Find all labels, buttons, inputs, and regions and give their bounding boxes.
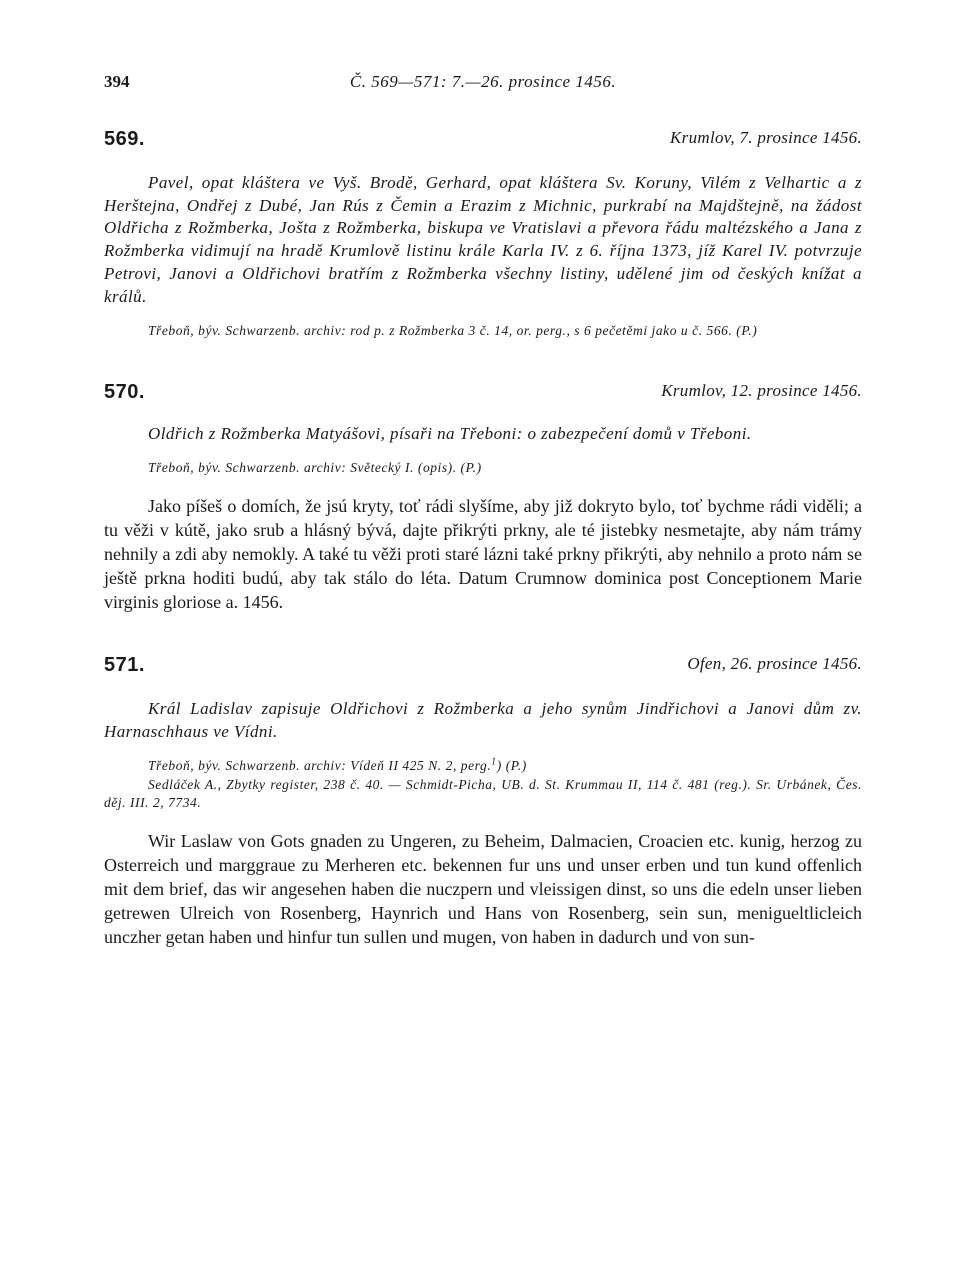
entry-text: Wir Laslaw von Gots gnaden zu Ungeren, zu Beheim, Dalmacien, Croacien etc. kunig, herzog zu Osterreich und marggraue zu Merheren etc. bekennen fur uns und unser erben und tun kund offenlich mit dem brief, das wir angesehen haben die nuczpern und vleissigen dinst, so uns die edeln unser lieben getrewen Ulreich von Rosenberg, Haynrich und Hans von Rosenberg, sein sun, menigueltlicleich unczher getan haben und hinfur tun sullen und mugen, von haben in dadurch und von sun- (104, 830, 862, 947)
entry-header (104, 128, 862, 156)
entry-regest: Oldřich z Rožmberka Matyášovi, písaři na Třeboni: o zabezpečení domů v Třeboni. (148, 423, 752, 443)
entry-source: Třeboň, býv. Schwarzenb. archiv: rod p. z Rožmberka 3 č. 14, or. perg., s 6 pečetěmi jako u č. 566. (P.) (148, 323, 758, 339)
entry-number: 571. (104, 653, 145, 676)
entry-regest: Král Ladislav zapisuje Oldřichovi z Rožmberka a jeho synům Jindřichovi a Janovi dům zv. Harnaschhaus ve Vídni. (104, 698, 862, 741)
entry-regest: Pavel, opat kláštera ve Vyš. Brodě, Gerhard, opat kláštera Sv. Koruny, Vilém z Velhartic a z Herštejna, Ondřej z Dubé, Jan Rús z Čemin a Erazim z Michnic, purkrabí na Majdštejně, na žádost Oldřicha z Rožmberka, Jošta z Rožmberka, biskupa ve Vratislavi a převora řádu maltézského a Jana z Rožmberka vidimují na hradě Krumlově listinu krále Karla IV. z 6. října 1373, jíž Karel IV. potvrzuje Petrovi, Janovi a Oldřichovi bratřím z Rožmberka všechny listiny, udělené jim od českých knížat a králů. (104, 173, 862, 306)
entry-source (104, 757, 862, 813)
entry-place-date: Ofen, 26. prosince 1456. (687, 653, 862, 673)
source-suffix: ) (P.) (496, 758, 527, 774)
source-line: Sedláček A., Zbytky register, 238 č. 40. — Schmidt-Picha, UB. d. St. Krummau II, 114 č. 481 (reg.). Sr. Urbánek, Čes. děj. III. 2, 7734. (104, 776, 862, 811)
document-page (104, 72, 862, 949)
entry-number: 570. (104, 380, 145, 403)
entry-header (104, 654, 862, 682)
entry-header (104, 381, 862, 409)
entry-570 (104, 381, 862, 614)
footnote-mark: 1 (491, 756, 497, 768)
entry-571 (104, 654, 862, 949)
page-number: 394 (104, 72, 130, 91)
entry-place-date: Krumlov, 7. prosince 1456. (670, 128, 862, 147)
source-text: Třeboň, býv. Schwarzenb. archiv: Vídeň II 425 N. 2, perg. (148, 758, 492, 774)
entry-source: Třeboň, býv. Schwarzenb. archiv: Světecký I. (opis). (P.) (148, 460, 482, 476)
entry-text: Jako píšeš o domích, že jsú kryty, toť rádi slyšíme, aby již dokryto bylo, toť bychme rádi viděli; a tu věži v kútě, jako srub a hlásný bývá, dajte přikrýti prkny, ale té jistebky nesmetajte, aby nám trámy nehnily a zdi aby nemokly. A také tu věži proti staré lázni také prkny přikrýti, aby nehnilo a proto nám se ještě prkna hoditi budú, aby tak stálo do léta. Datum Crumnow dominica post Conceptionem Marie virginis gloriose a. 1456. (104, 495, 862, 612)
running-head (104, 72, 862, 102)
entry-569 (104, 128, 862, 341)
running-head-title: Č. 569—571: 7.—26. prosince 1456. (349, 72, 617, 91)
source-line (104, 757, 862, 776)
entry-number: 569. (104, 128, 145, 150)
entry-place-date: Krumlov, 12. prosince 1456. (661, 380, 862, 400)
